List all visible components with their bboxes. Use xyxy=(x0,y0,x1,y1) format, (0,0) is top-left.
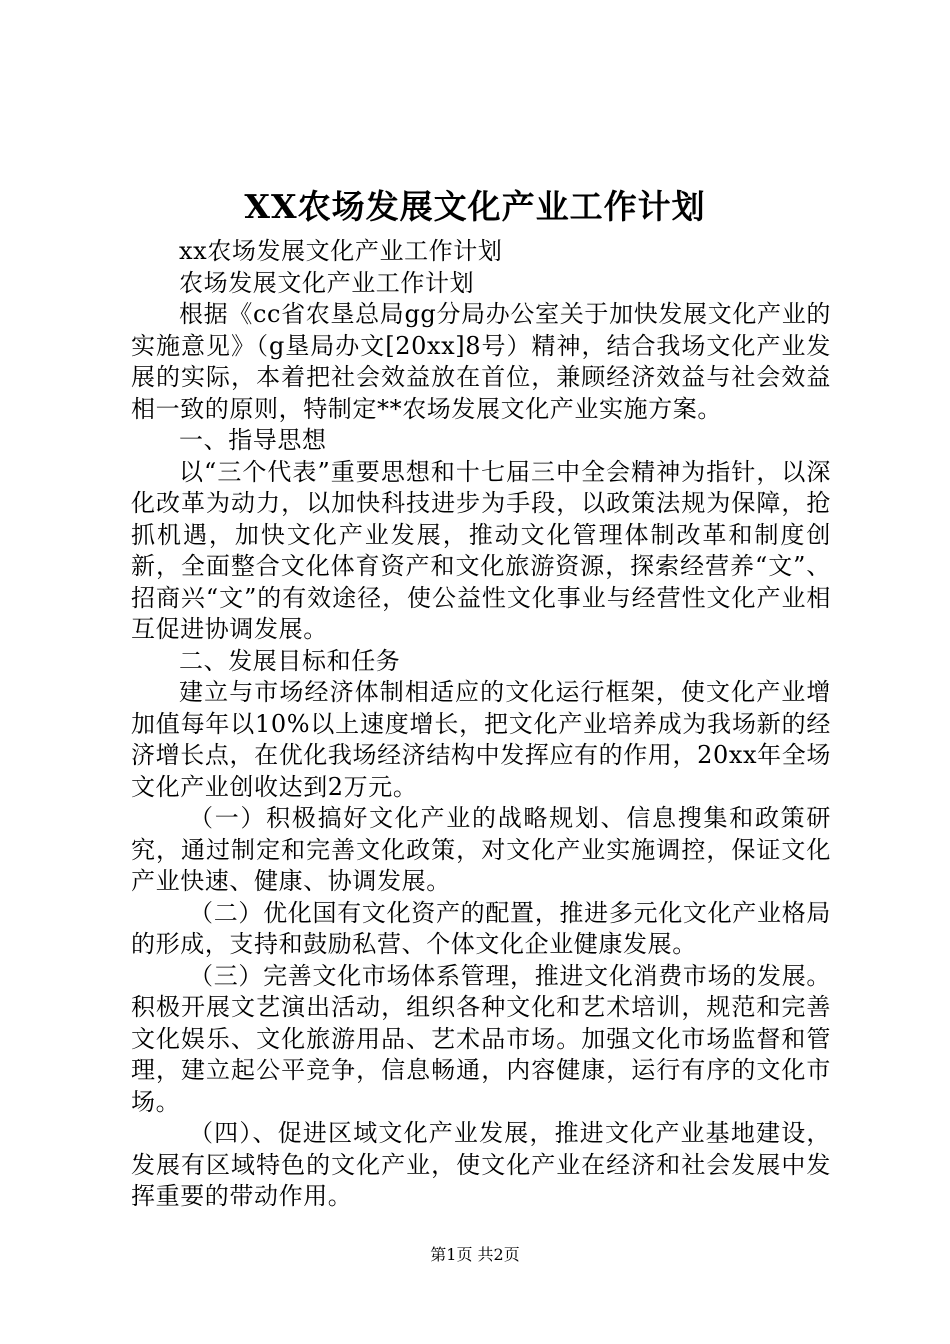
paragraph-guiding-thought: 以“三个代表”重要思想和十七届三中全会精神为指针，以深化改革为动力，以加快科技进步为手段，以政策法规为保障，抢抓机遇，加快文化产业发展，推动文化管理体制改革和制度创新，全面整合文化体育资产和文化旅游资源，探索经营养“文”、招商兴“文”的有效途径，使公益性文化事业与经营性文化产业相互促进协调发展。 xyxy=(131,457,831,643)
paragraph-task-4: （四）、促进区域文化产业发展，推进文化产业基地建设，发展有区域特色的文化产业，使文化产业在经济和社会发展中发挥重要的带动作用。 xyxy=(131,1119,831,1210)
paragraph-goals: 建立与市场经济体制相适应的文化运行框架，使文化产业增加值每年以10%以上速度增长，把文化产业培养成为我场新的经济增长点，在优化我场经济结构中发挥应有的作用，20xx年全场文化产业创收达到2万元。 xyxy=(131,678,831,801)
section-heading-goals-tasks: 二、发展目标和任务 xyxy=(179,646,401,675)
paragraph-intro: 根据《cc省农垦总局gg分局办公室关于加快发展文化产业的实施意见》（g垦局办文[20xx]8号）精神，结合我场文化产业发展的实际，本着把社会效益放在首位，兼顾经济效益与社会效益相一致的原则，特制定**农场发展文化产业实施方案。 xyxy=(131,300,831,423)
paragraph-heading-repeat: xx农场发展文化产业工作计划 xyxy=(179,237,503,265)
section-heading-guiding-thought: 一、指导思想 xyxy=(179,426,327,454)
paragraph-task-3: （三）完善文化市场体系管理，推进文化消费市场的发展。积极开展文艺演出活动，组织各种文化和艺术培训，规范和完善文化娱乐、文化旅游用品、艺术品市场。加强文化市场监督和管理，建立起公平竞争，信息畅通，内容健康，运行有序的文化市场。 xyxy=(131,961,831,1116)
paragraph-task-1: （一）积极搞好文化产业的战略规划、信息搜集和政策研究，通过制定和完善文化政策，对文化产业实施调控，保证文化产业快速、健康、协调发展。 xyxy=(131,804,831,895)
paragraph-subtitle: 农场发展文化产业工作计划 xyxy=(179,268,475,297)
document-body xyxy=(131,236,831,1213)
page-number-footer: 第1页 共2页 xyxy=(430,1245,520,1264)
paragraph-task-2: （二）优化国有文化资产的配置，推进多元化文化产业格局的形成，支持和鼓励私营、个体文化企业健康发展。 xyxy=(131,898,831,958)
document-title: XX农场发展文化产业工作计划 xyxy=(244,187,706,226)
